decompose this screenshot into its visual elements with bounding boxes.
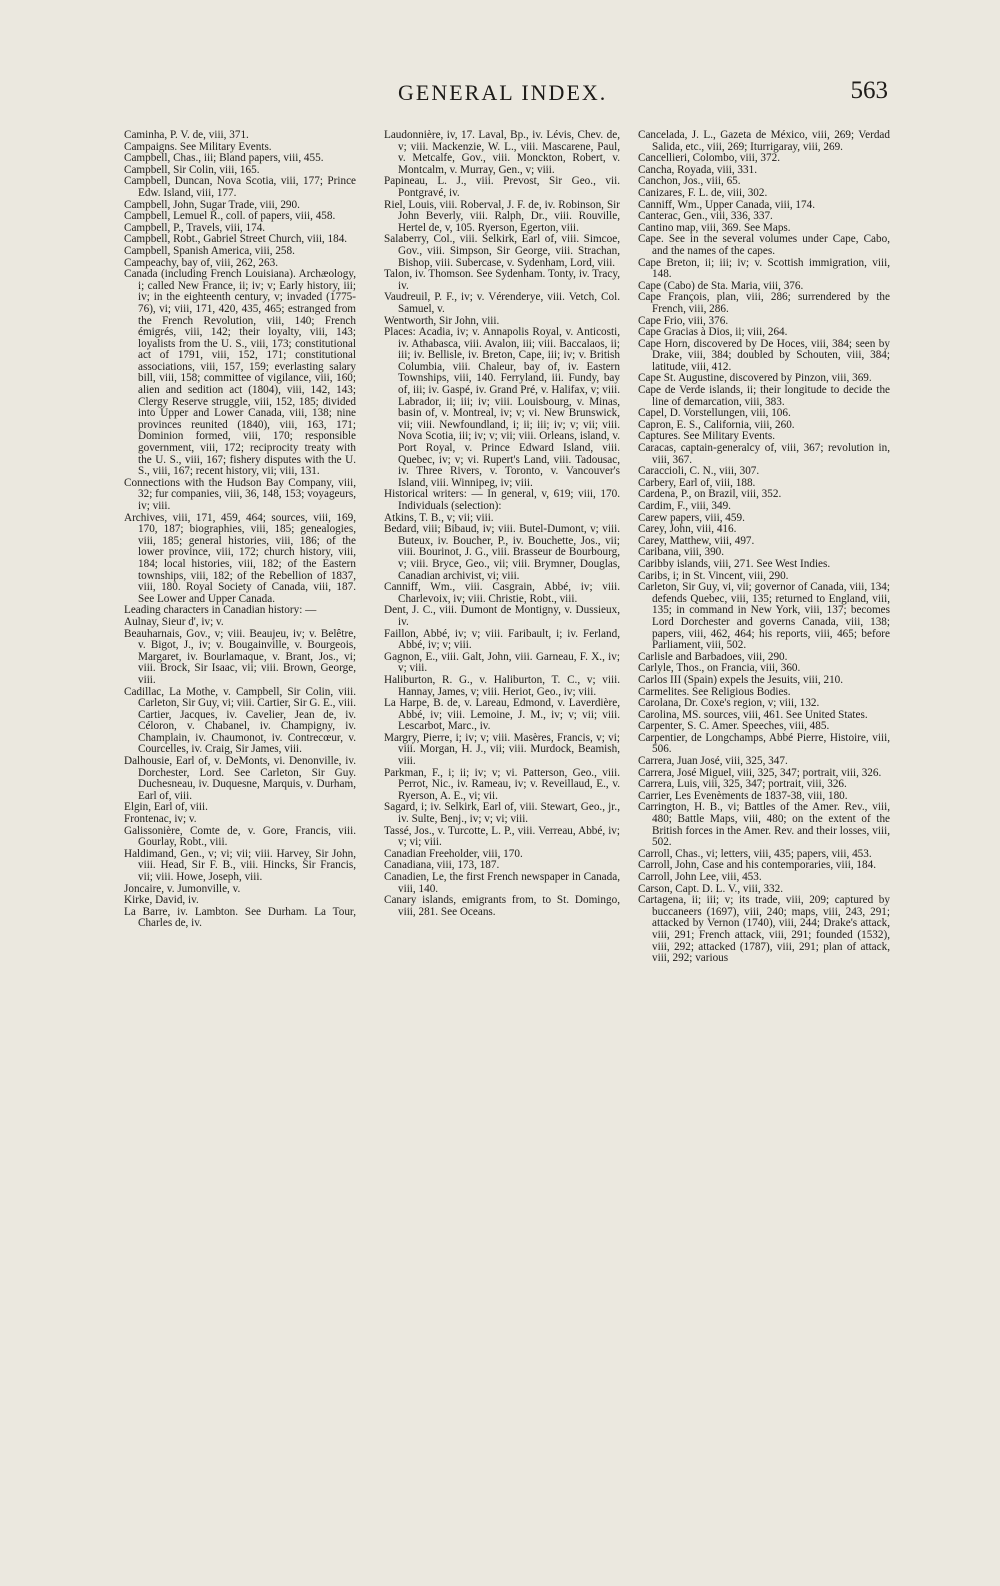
index-entry: Carew papers, viii, 459.	[638, 511, 745, 524]
index-entry: Atkins, T. B., v; vii; viii.	[384, 511, 494, 524]
index-entry: Carrier, Les Evenèments de 1837-38, viii, 180.	[638, 789, 848, 802]
index-entry: Connections with the Hudson Bay Company, viii, 32; fur companies, viii, 36, 148, 153; voyageurs, iv; viii.	[124, 476, 356, 512]
index-entry: Caribana, viii, 390.	[638, 546, 725, 559]
index-entry: Vaudreuil, P. F., iv; v. Vérenderye, viii. Vetch, Col. Samuel, v.	[384, 291, 620, 315]
index-entry: Canary islands, emigrants from, to St. Domingo, viii, 281. See Oceans.	[384, 894, 620, 918]
index-entry: Places: Acadia, iv; v. Annapolis Royal, v. Anticosti, iv. Athabasca, viii. Avalon, iii; viii. Baccalaos, ii; iii; iv. Bellisle, iv. Breton, Cape, iii; iv; v. British Columbia, viii. Chaleur, bay of, iv. Eastern Townships, viii, 140. Ferryland, iii. Fundy, bay of, iii; iv. Gaspé, iv. Grand Pré, v. Halifax, v; viii. Labrador, ii; iii; iv; viii. Louisbourg, v. Minas, basin of, v. Montreal, iv; v; vi. New Brunswick, vii; viii. Newfoundland, i; ii; iii; iv; v; vii; viii. Nova Scotia, iii; iv; v; vii; viii. Orleans, island, v. Port Royal, v. Prince Edward Island, viii. Quebec, iv; v; vi. Rupert's Land, viii. Tadousac, iv. Three Rivers, v. Toronto, v. Vancouver's Island, viii. Winnipeg, iv; viii.	[384, 326, 620, 489]
index-entry: Cardim, F., viii, 349.	[638, 500, 731, 512]
index-entry: Canadien, Le, the first French newspaper in Canada, viii, 140.	[384, 871, 620, 895]
index-entry: Cape de Verde islands, ii; their longitude to decide the line of demarcation, viii, 383.	[638, 384, 890, 408]
index-entry: Carlos III (Spain) expels the Jesuits, viii, 210.	[638, 673, 844, 686]
index-entry: Cape Breton, ii; iii; iv; v. Scottish immigration, viii, 148.	[638, 256, 890, 281]
index-entry: Canadiana, viii, 173, 187.	[384, 859, 500, 872]
index-entry: Talon, iv. Thomson. See Sydenham. Tonty, iv. Tracy, iv.	[384, 268, 620, 292]
index-entry: Parkman, F., i; ii; iv; v; vi. Patterson, Geo., viii. Perrot, Nic., iv. Rameau, iv; v. Reveillaud, E., v. Ryerson, A. E., vi; vii.	[384, 766, 620, 802]
index-entry: Riel, Louis, viii. Roberval, J. F. de, iv. Robinson, Sir John Beverly, viii. Ralph, Dr., viii. Rouville, Hertel de, v, 105. Ryerson, Egerton, viii.	[384, 198, 620, 234]
index-entry: Caracas, captain-generalcy of, viii, 367; revolution in, viii, 367.	[638, 442, 890, 466]
index-entry: Campbell, Spanish America, viii, 258.	[124, 244, 295, 257]
index-entry: Carbery, Earl of, viii, 188.	[638, 476, 756, 489]
index-entry: Cancellieri, Colombo, viii, 372.	[638, 152, 781, 165]
index-entry: Cantino map, viii, 369. See Maps.	[638, 221, 791, 234]
index-entry: Cape Gracias à Dios, ii; viii, 264.	[638, 326, 788, 339]
index-entry: Campbell, Lemuel R., coll. of papers, viii, 458.	[124, 210, 336, 223]
index-entry: Carolana, Dr. Coxe's region, v; viii, 132.	[638, 697, 820, 710]
index-entry: Carlyle, Thos., on Francia, viii, 360.	[638, 662, 801, 675]
index-entry: Caribby islands, viii, 271. See West Indies.	[638, 557, 831, 570]
index-entry: Tassé, Jos., v. Turcotte, L. P., viii. Verreau, Abbé, iv; v; vi; viii.	[384, 824, 620, 849]
index-entry: Campbell, John, Sugar Trade, viii, 290.	[124, 198, 300, 211]
index-entry: Campeachy, bay of, viii, 262, 263.	[124, 256, 279, 269]
index-entry: La Harpe, B. de, v. Lareau, Edmond, v. Laverdière, Abbé, iv; viii. Lemoine, J. M., iv; v; vii; viii. Lescarbot, Marc., iv.	[384, 697, 620, 733]
index-entry: Canniff, Wm., Upper Canada, viii, 174.	[638, 198, 816, 211]
page-title: GENERAL INDEX.	[398, 80, 608, 105]
index-entry: Faillon, Abbé, iv; v; viii. Faribault, i; iv. Ferland, Abbé, iv; v; viii.	[384, 627, 620, 652]
index-entry: Captures. See Military Events.	[638, 430, 776, 443]
index-entry: Capel, D. Vorstellungen, viii, 106.	[638, 407, 791, 420]
index-entry: Cape. See in the several volumes under Cape, Cabo, and the names of the capes.	[638, 233, 890, 257]
index-entry: Haliburton, R. G., v. Haliburton, T. C., v; viii. Hannay, James, v; viii. Heriot, Geo., iv; viii.	[384, 673, 620, 698]
index-entry: Historical writers: — In general, v, 619; viii, 170. Individuals (selection):	[384, 488, 620, 512]
index-entry: Frontenac, iv; v.	[124, 813, 197, 826]
index-entry: Campbell, P., Travels, viii, 174.	[124, 221, 266, 234]
index-entry: Campbell, Duncan, Nova Scotia, viii, 177; Prince Edw. Island, viii, 177.	[124, 175, 356, 199]
index-entry: Papineau, L. J., viii. Prevost, Sir Geo., vii. Pontgravé, iv.	[384, 175, 620, 199]
index-entry: Carrera, Luis, viii, 325, 347; portrait, viii, 326.	[638, 778, 847, 791]
index-entry: Campaigns. See Military Events.	[124, 140, 272, 153]
index-entry: Capron, E. S., California, viii, 260.	[638, 418, 795, 431]
index-entry: Beauharnais, Gov., v; viii. Beaujeu, iv; v. Belêtre, v. Bigot, J., iv; v. Bougainville, v. Bourgeois, Margaret, iv. Bourlamaque, v. Brant, Jos., vi; viii. Brock, Sir Isaac, vii; viii. Brown, George, viii.	[124, 627, 356, 686]
index-entry: Dent, J. C., viii. Dumont de Montigny, v. Dussieux, iv.	[384, 604, 620, 628]
index-column-3	[638, 130, 890, 1410]
index-entry: Kirke, David, iv.	[124, 894, 199, 907]
index-column-1	[124, 130, 356, 1410]
index-entry: Wentworth, Sir John, viii.	[384, 314, 500, 327]
index-entry: Galissonière, Comte de, v. Gore, Francis, viii. Gourlay, Robt., viii.	[124, 824, 356, 849]
index-entry: Carpentier, de Longchamps, Abbé Pierre, Histoire, viii, 506.	[638, 731, 890, 756]
index-entry: Cadillac, La Mothe, v. Campbell, Sir Colin, viii. Carleton, Sir Guy, vi; viii. Cartier, Sir G. E., viii. Cartier, Jacques, iv. Cavelier, Jean de, iv. Céloron, v. Chabanel, iv. Champigny, iv. Champlain, iv. Chaumonot, iv. Contrecœur, v. Courcelles, iv. Craig, Sir James, viii.	[124, 685, 356, 756]
index-entry: Carmelites. See Religious Bodies.	[638, 685, 791, 698]
index-entry: Joncaire, v. Jumonville, v.	[124, 882, 241, 895]
index-entry: Leading characters in Canadian history: —	[124, 604, 317, 617]
index-entry: Elgin, Earl of, viii.	[124, 801, 208, 814]
index-entry: Margry, Pierre, i; iv; v; viii. Masères, Francis, v; vi; viii. Morgan, H. J., vii; viii. Murdock, Beamish, viii.	[384, 731, 620, 768]
index-entry: Carlisle and Barbadoes, viii, 290.	[638, 650, 788, 663]
index-entry: Sagard, i; iv. Selkirk, Earl of, viii. Stewart, Geo., jr., iv. Sulte, Benj., iv; v; vi; viii.	[384, 801, 620, 826]
index-entry: Caribs, i; in St. Vincent, viii, 290.	[638, 569, 789, 582]
index-entry: Canada (including French Louisiana). Archæology, i; called New France, ii; iv; v; Early history, iii; iv; in the eighteenth century, v; invaded (1775-76), vi; viii, 171, 420, 435, 465; estranged from the French Revolution, viii, 140; French émigrés, viii, 142; their loyalty, viii, 143; loyalists from the U. S., viii, 173; constitutional act of 1791, viii, 152, 171; constitutional associations, viii, 157, 159; everlasting salary bill, viii, 158; committee of vigilance, viii, 160; alien and sedition act (1804), viii, 142, 143; Clergy Reserve struggle, viii, 152, 185; divided into Upper and Lower Canada, viii, 138; nine provinces reunited (1840), viii, 163, 171; Dominion formed, viii, 170; responsible government, viii, 172; reciprocity treaty with the U. S., viii, 167; fishery disputes with the U. S., viii, 167; recent history, vii; viii, 131.	[124, 268, 356, 478]
index-entry: Carpenter, S. C. Amer. Speeches, viii, 485.	[638, 720, 830, 733]
index-entry: Cartagena, ii; iii; v; its trade, viii, 209; captured by buccaneers (1697), viii, 240; maps, viii, 243, 291; attacked by Vernon (1740), viii, 244; Drake's attack, viii, 291; French attack, viii, 291; founded (1532), viii, 292; attacked (1787), viii, 291; plan of attack, viii, 292; various	[638, 894, 890, 965]
index-entry: Archives, viii, 171, 459, 464; sources, viii, 169, 170, 187; biographies, viii, 185; genealogies, viii, 185; general histories, viii, 186; of the lower province, viii, 172; church history, viii, 184; local histories, viii, 182; of the Eastern townships, viii, 182; of the Rebellion of 1837, viii, 180. Royal Society of Canada, viii, 187. See Lower and Upper Canada.	[124, 511, 356, 605]
index-entry: Aulnay, Sieur d', iv; v.	[124, 615, 224, 628]
index-entry: Cape François, plan, viii, 286; surrendered by the French, viii, 286.	[638, 291, 890, 315]
index-entry: Campbell, Robt., Gabriel Street Church, viii, 184.	[124, 233, 348, 246]
index-entry: Carrera, José Miguel, viii, 325, 347; portrait, viii, 326.	[638, 766, 882, 779]
index-entry: Carrington, H. B., vi; Battles of the Amer. Rev., viii, 480; Battle Maps, viii, 480; on the extent of the British forces in the Amer. Rev. and their losses, viii, 502.	[638, 801, 890, 849]
index-entry: Cancha, Royada, viii, 331.	[638, 163, 757, 176]
index-entry: Dalhousie, Earl of, v. DeMonts, vi. Denonville, iv. Dorchester, Lord. See Carleton, Sir Guy. Duchesneau, iv. Duquesne, Marquis, v. Durham, Earl of, viii.	[124, 755, 356, 802]
index-entry: Cancelada, J. L., Gazeta de México, viii, 269; Verdad Salida, etc., viii, 269; Iturrigaray, viii, 269.	[638, 130, 890, 153]
index-entry: Carroll, Chas., vi; letters, viii, 435; papers, viii, 453.	[638, 847, 872, 860]
index-entry: Cape (Cabo) de Sta. Maria, viii, 376.	[638, 279, 804, 292]
index-entry: Carey, Matthew, viii, 497.	[638, 534, 755, 547]
index-entry: Cape Frio, viii, 376.	[638, 314, 729, 327]
index-entry: Carey, John, viii, 416.	[638, 523, 737, 536]
index-entry: Salaberry, Col., viii. Selkirk, Earl of, viii. Simcoe, Gov., viii. Simpson, Sir George, viii. Strachan, Bishop, viii. Subercase, v. Sydenham, Lord, viii.	[384, 233, 620, 269]
index-entry: Carolina, MS. sources, viii, 461. See United States.	[638, 708, 868, 721]
index-column-2	[384, 130, 620, 1410]
index-entry: Cape St. Augustine, discovered by Pinzon, viii, 369.	[638, 372, 872, 385]
index-entry: Carroll, John, Case and his contemporaries, viii, 184.	[638, 859, 877, 872]
index-entry: Canchon, Jos., viii, 65.	[638, 175, 741, 188]
index-entry: Carleton, Sir Guy, vi, vii; governor of Canada, viii, 134; defends Quebec, viii, 135; returned to England, viii, 135; in command in New York, viii, 137; becomes Lord Dorchester and governs Canada, viii, 138; papers, viii, 462, 464; his reports, viii, 465; before Parliament, viii, 502.	[638, 581, 890, 652]
index-entry: La Barre, iv. Lambton. See Durham. La Tour, Charles de, iv.	[124, 905, 356, 930]
index-entry: Cape Horn, discovered by De Hoces, viii, 384; seen by Drake, viii, 384; doubled by Schouten, viii, 384; latitude, viii, 412.	[638, 337, 890, 373]
index-entry: Carrera, Juan José, viii, 325, 347.	[638, 755, 788, 768]
index-entry: Bedard, viii; Bibaud, iv; viii. Butel-Dumont, v; viii. Buteux, iv. Boucher, P., iv. Bouchette, Jos., vii; viii. Bourinot, J. G., viii. Brasseur de Bourbourg, v; viii. Bryce, Geo., vii; viii. Brymner, Douglas, Canadian archivist, vi; viii.	[384, 523, 620, 582]
index-entry: Carroll, John Lee, viii, 453.	[638, 871, 762, 883]
index-entry: Canadian Freeholder, viii, 170.	[384, 847, 523, 860]
index-entry: Cardena, P., on Brazil, viii, 352.	[638, 488, 782, 501]
index-entry: Gagnon, E., viii. Galt, John, viii. Garneau, F. X., iv; v; viii.	[384, 650, 620, 675]
index-entry: Haldimand, Gen., v; vi; vii; viii. Harvey, Sir John, viii. Head, Sir F. B., viii. Hincks, Sir Francis, vii; viii. Howe, Joseph, viii.	[124, 847, 356, 883]
index-entry: Campbell, Sir Colin, viii, 165.	[124, 163, 260, 176]
index-entry: Carson, Capt. D. L. V., viii, 332.	[638, 882, 784, 895]
index-entry: Caminha, P. V. de, viii, 371.	[124, 130, 249, 141]
index-entry: Canizares, F. L. de, viii, 302.	[638, 186, 768, 199]
index-entry: Campbell, Chas., iii; Bland papers, viii, 455.	[124, 152, 324, 165]
index-entry: Canniff, Wm., viii. Casgrain, Abbé, iv; viii. Charlevoix, iv; viii. Christie, Robt., viii.	[384, 581, 620, 605]
index-entry: Canterac, Gen., viii, 336, 337.	[638, 210, 773, 223]
page-number: 563	[850, 77, 888, 104]
index-entry: Caraccioli, C. N., viii, 307.	[638, 465, 760, 478]
running-head	[0, 77, 1000, 120]
index-entry: Laudonnière, iv, 17. Laval, Bp., iv. Lévis, Chev. de, v; viii. Mackenzie, W. L., viii. Mascarene, Paul, v. Metcalfe, Gov., viii. Monckton, Robert, v. Montcalm, v. Murray, Gen., v; viii.	[384, 130, 620, 176]
